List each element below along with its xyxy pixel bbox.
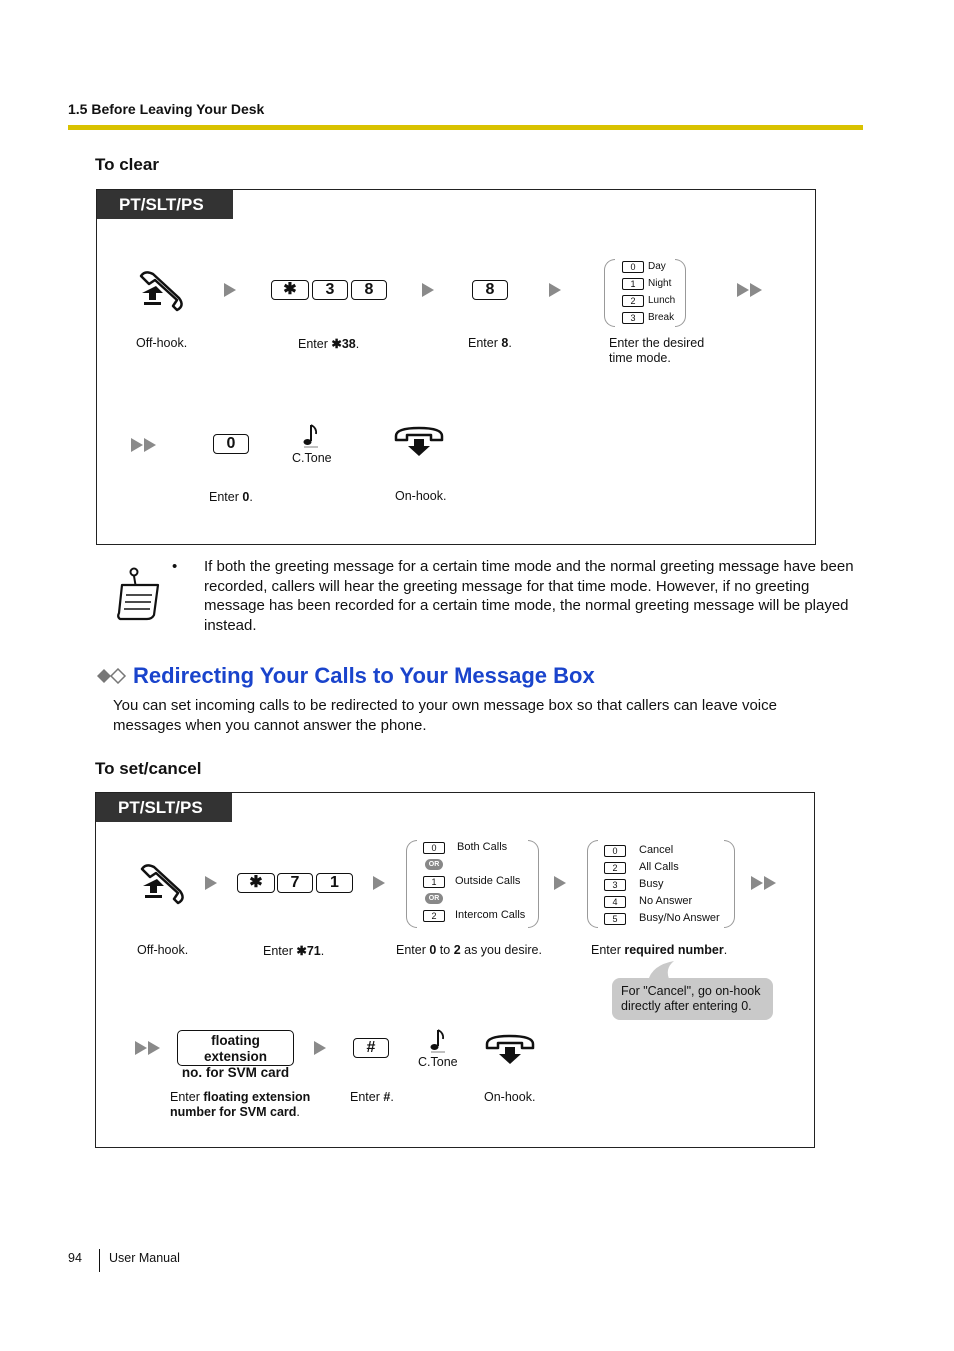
call-label-outside: Outside Calls — [455, 875, 521, 887]
double-arrow-icon — [135, 1041, 147, 1055]
double-arrow-icon — [751, 876, 763, 890]
to-set-cancel-heading: To set/cancel — [95, 759, 202, 778]
pt-slt-ps-tab: PT/SLT/PS — [96, 793, 232, 822]
svm-key-line2: no. for SVM card — [181, 1065, 290, 1080]
to-clear-box — [96, 189, 816, 545]
arrow-icon — [549, 283, 561, 297]
label-enter-required-number: Enter required number. — [591, 943, 728, 957]
off-hook-icon — [135, 268, 187, 312]
note-bullet: • — [172, 558, 178, 575]
label-enter-0-to-2: Enter 0 to 2 as you desire. — [396, 943, 542, 957]
mode-key-3: 3 — [622, 312, 644, 324]
double-arrow-icon — [144, 438, 156, 452]
brace-right — [675, 259, 686, 327]
double-arrow-icon — [764, 876, 776, 890]
call-key-2: 2 — [423, 910, 445, 922]
note-text: If both the greeting message for a certain time mode and the normal greeting message have been recorded, callers will hear the greeting message for that time mode. However, if no greeting message has been recorded for a certain time mode, the normal greeting message will be played instead. — [204, 558, 854, 634]
brace-left — [587, 840, 598, 928]
key-star: ✱ — [237, 873, 275, 893]
double-arrow-icon — [131, 438, 143, 452]
mode-label-day: Day — [648, 261, 666, 272]
label-off-hook: Off-hook. — [136, 336, 188, 350]
label-on-hook: On-hook. — [484, 1090, 536, 1104]
mode-label-night: Night — [648, 278, 672, 289]
section-title: Redirecting Your Calls to Your Message Box — [133, 663, 595, 688]
mode-key-2: 2 — [622, 295, 644, 307]
cond-key-4: 4 — [604, 896, 626, 908]
double-arrow-icon — [148, 1041, 160, 1055]
music-note-icon — [429, 1028, 447, 1054]
on-hook-icon — [484, 1032, 536, 1066]
cond-key-5: 5 — [604, 913, 626, 925]
off-hook-icon — [136, 861, 188, 905]
key-3: 3 — [312, 280, 348, 300]
cond-label-no-answer: No Answer — [639, 895, 693, 907]
label-enter-time-mode: Enter the desired time mode. — [609, 336, 705, 365]
key-hash: # — [353, 1038, 389, 1058]
label-enter-svm: Enter floating extension number for SVM card. — [170, 1090, 311, 1119]
cond-label-busy-no-answer: Busy/No Answer — [639, 912, 720, 924]
double-arrow-icon — [750, 283, 762, 297]
brace-left — [604, 259, 615, 327]
mode-key-1: 1 — [622, 278, 644, 290]
label-enter-hash: Enter #. — [350, 1090, 394, 1104]
label-off-hook: Off-hook. — [137, 943, 189, 957]
arrow-icon — [314, 1041, 326, 1055]
key-0: 0 — [213, 434, 249, 454]
brace-right — [528, 840, 539, 928]
to-set-cancel-box — [95, 792, 815, 1148]
or-badge: OR — [425, 859, 443, 870]
call-label-both: Both Calls — [457, 841, 508, 853]
arrow-icon — [554, 876, 566, 890]
cond-label-busy: Busy — [639, 878, 664, 890]
call-key-1: 1 — [423, 876, 445, 888]
pt-slt-ps-tab: PT/SLT/PS — [97, 190, 233, 219]
label-enter-8: Enter 8. — [468, 336, 512, 350]
music-note-icon — [302, 423, 320, 449]
arrow-icon — [373, 876, 385, 890]
label-on-hook: On-hook. — [395, 489, 447, 503]
label-c-tone: C.Tone — [418, 1055, 458, 1069]
brace-right — [724, 840, 735, 928]
cond-key-2: 2 — [604, 862, 626, 874]
mode-key-0: 0 — [622, 261, 644, 273]
or-badge: OR — [425, 893, 443, 904]
key-7: 7 — [277, 873, 313, 893]
key-8: 8 — [351, 280, 387, 300]
svm-key-line1: floating extension — [203, 1033, 268, 1064]
brace-left — [406, 840, 417, 928]
arrow-icon — [205, 876, 217, 890]
call-label-intercom: Intercom Calls — [455, 909, 526, 921]
cond-key-3: 3 — [604, 879, 626, 891]
svm-extension-key — [177, 1030, 294, 1080]
call-key-0: 0 — [423, 842, 445, 854]
arrow-icon — [224, 283, 236, 297]
diamond-bullet-icon — [96, 668, 128, 684]
label-c-tone: C.Tone — [292, 451, 332, 465]
label-enter-71: Enter ✱71. — [263, 944, 325, 958]
note-icon — [114, 563, 162, 621]
header-rule — [68, 125, 863, 130]
section-header: 1.5 Before Leaving Your Desk — [68, 101, 265, 117]
label-enter-38: Enter ✱38. — [298, 337, 360, 351]
mode-label-lunch: Lunch — [648, 295, 676, 306]
cond-label-cancel: Cancel — [639, 844, 674, 856]
cond-label-all-calls: All Calls — [639, 861, 679, 873]
footer-title: User Manual — [109, 1251, 180, 1265]
key-star: ✱ — [271, 280, 309, 300]
key-1: 1 — [316, 873, 353, 893]
mode-label-break: Break — [648, 312, 675, 323]
key-8-mode: 8 — [472, 280, 508, 300]
cond-key-0: 0 — [604, 845, 626, 857]
double-arrow-icon — [737, 283, 749, 297]
arrow-icon — [422, 283, 434, 297]
cancel-note: For "Cancel", go on-hook directly after entering 0. — [612, 978, 773, 1020]
section-intro: You can set incoming calls to be redirected to your own message box so that callers can leave voice messages when you cannot answer the phone. — [113, 697, 777, 734]
on-hook-icon — [393, 424, 445, 458]
to-clear-heading: To clear — [95, 155, 159, 174]
label-enter-0: Enter 0. — [209, 490, 253, 504]
footer-divider — [99, 1249, 100, 1272]
page-number: 94 — [68, 1251, 82, 1265]
